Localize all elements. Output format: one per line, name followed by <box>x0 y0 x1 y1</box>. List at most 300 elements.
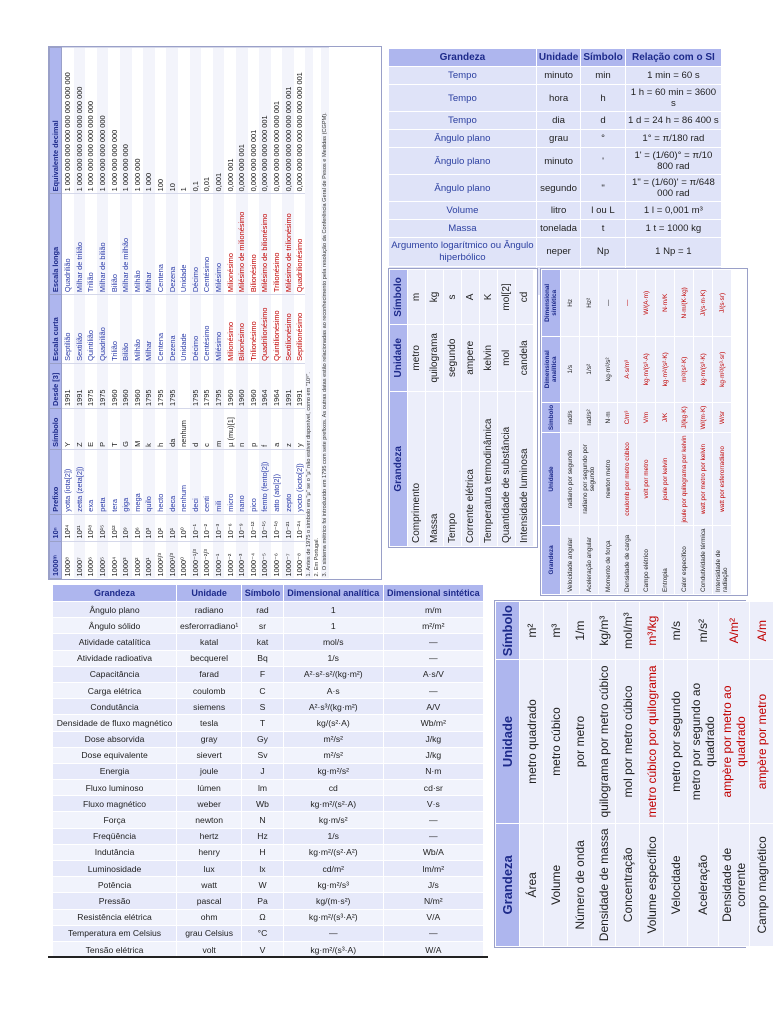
table-cell: Milhar de milhão <box>120 194 132 295</box>
table-cell: h <box>155 408 167 449</box>
table-cell: m <box>213 408 225 449</box>
table-cell: 1000⁻²/³ <box>201 541 213 578</box>
table-cell: 1991 <box>294 363 306 408</box>
table-cell: weber <box>177 796 242 812</box>
table-row <box>713 270 732 595</box>
table-row <box>201 48 213 579</box>
table-cell: radiano <box>177 602 242 618</box>
table-row <box>389 220 722 238</box>
table-cell: Pressão <box>53 893 177 909</box>
table-cell: V/A <box>383 909 483 925</box>
column-header: Dimensional analítica <box>542 336 561 402</box>
table-cell: 1960 <box>248 363 260 408</box>
table-cell: 1 000 000 000 000 <box>108 48 120 194</box>
table-cell: C/m³ <box>618 402 637 432</box>
table-cell: Dezena <box>166 194 178 295</box>
table-row <box>389 130 722 148</box>
derived-units-table <box>52 584 484 958</box>
table-cell: C <box>242 682 284 698</box>
si-prefix-table <box>49 47 329 579</box>
table-cell: Bilionésimo <box>236 295 248 364</box>
column-header: Grandeza <box>390 391 408 546</box>
table-cell: Pa <box>242 893 284 909</box>
table-cell: nenhum <box>178 408 190 449</box>
table-cell: A·s/V <box>383 666 483 682</box>
table-cell: 1000³ <box>120 541 132 578</box>
table-cell: Milhar <box>143 194 155 295</box>
table-cell: 1/s <box>561 336 580 402</box>
table-row <box>53 699 484 715</box>
table-cell: Aceleração angular <box>580 525 599 594</box>
table-cell: — <box>383 634 483 650</box>
table-cell: neper <box>536 238 580 267</box>
table-cell: J/K <box>656 402 675 432</box>
table-cell: pascal <box>177 893 242 909</box>
table-cell: — <box>599 270 618 337</box>
table-cell: Aceleração <box>688 823 719 946</box>
table-cell: peta <box>97 449 109 514</box>
table-cell: da <box>166 408 178 449</box>
table-cell: cd <box>516 270 534 325</box>
table-cell: 1795 <box>190 363 202 408</box>
table-cell: grau <box>536 130 580 148</box>
table-cell: N·m/K <box>656 270 675 337</box>
table-cell: m³ <box>544 602 568 660</box>
table-cell: yocto (iocto[2]) <box>294 449 306 514</box>
table-cell: Atividade radioativa <box>53 650 177 666</box>
table-cell: 1000⁵ <box>97 541 109 578</box>
table-cell: Trilionésimo <box>248 295 260 364</box>
table-cell: 1 000 000 000 000 000 <box>97 48 109 194</box>
table-cell: Temperatura em Celsius <box>53 925 177 941</box>
table-cell: m²/m² <box>383 618 483 634</box>
table-cell: a <box>271 408 283 449</box>
table-cell: Calor específico <box>675 525 694 594</box>
table-cell: rad/s² <box>580 402 599 432</box>
table-cell: 10⁻³ <box>213 514 225 541</box>
table-cell: kg/(m·s²) <box>283 893 383 909</box>
table-cell: E <box>85 408 97 449</box>
table-cell: A²·s³/(kg·m²) <box>283 699 383 715</box>
table-cell: Tempo <box>389 85 537 112</box>
table-row <box>544 602 568 947</box>
table-cell: 1000⁻⁴ <box>248 541 260 578</box>
table-cell: 1000⁶ <box>85 541 97 578</box>
table-cell: — <box>383 925 483 941</box>
table-cell: 1 000 000 000 <box>120 48 132 194</box>
table-cell: 0,000 001 <box>224 48 236 194</box>
column-header: Unidade <box>536 49 580 67</box>
table-cell: 1/s <box>283 650 383 666</box>
table-cell: 10⁻¹⁵ <box>259 514 271 541</box>
table-row <box>53 634 484 650</box>
table-row <box>53 602 484 618</box>
table-row <box>213 48 225 579</box>
table-cell: c <box>201 408 213 449</box>
table-cell: kg·m²/(s³·A) <box>283 941 383 957</box>
table-cell: mol/s <box>283 634 383 650</box>
table-cell: 1964 <box>259 363 271 408</box>
derived-units-panel <box>52 584 484 958</box>
table-cell: Tempo <box>389 112 537 130</box>
table-row <box>444 270 462 547</box>
table-cell: Y <box>62 408 74 449</box>
column-header: Símbolo <box>390 270 408 325</box>
table-cell: Velocidade <box>664 823 688 946</box>
table-cell: Sextilião <box>74 295 86 364</box>
table-row <box>53 812 484 828</box>
table-row <box>53 747 484 763</box>
table-row <box>719 602 750 947</box>
table-cell: kg·m²/s² <box>599 336 618 402</box>
table-row <box>53 666 484 682</box>
table-cell: mol/m³ <box>616 602 640 660</box>
table-cell: 1960 <box>236 363 248 408</box>
column-header: Unidade <box>496 660 520 823</box>
table-cell: s <box>444 270 462 325</box>
table-cell: atto (ato[2]) <box>271 449 283 514</box>
table-cell: 10⁻¹⁸ <box>271 514 283 541</box>
table-cell: Temperatura termodinâmica <box>480 391 498 546</box>
table-cell: kg/(s²·A) <box>283 715 383 731</box>
table-cell: Trilião <box>108 295 120 364</box>
table-row <box>408 270 426 547</box>
table-cell: lm <box>242 780 284 796</box>
column-header: Símbolo <box>496 602 520 660</box>
table-cell: metro cúbico <box>544 660 568 823</box>
table-cell: 1000⁴ <box>108 541 120 578</box>
column-header: Unidade <box>177 585 242 602</box>
table-cell: Tempo <box>389 67 537 85</box>
table-cell: A/V <box>383 699 483 715</box>
table-cell: metro por segundo ao quadrado <box>688 660 719 823</box>
table-cell: 1960 <box>224 363 236 408</box>
column-header: Grandeza <box>542 525 561 594</box>
table-cell: radiano por segundo <box>561 433 580 526</box>
table-row <box>389 202 722 220</box>
table-cell: 1 000 000 <box>132 48 144 194</box>
table-cell: Velocidade angular <box>561 525 580 594</box>
column-header: Escala curta <box>50 295 62 364</box>
table-cell: 10²¹ <box>74 514 86 541</box>
table-cell: Bilionésimo <box>248 194 260 295</box>
table-cell: N·m/(K·kg) <box>675 270 694 337</box>
table-cell: mili <box>213 449 225 514</box>
table-row <box>592 602 616 947</box>
table-row <box>53 682 484 698</box>
table-cell: Entropia <box>656 525 675 594</box>
table-cell: Indutância <box>53 844 177 860</box>
table-row <box>248 48 260 579</box>
table-cell: " <box>581 175 625 202</box>
table-cell: 1 l = 0,001 m³ <box>625 202 721 220</box>
table-cell: Milionésimo <box>224 295 236 364</box>
table-cell: Condutividade térmica <box>694 525 713 594</box>
table-cell: 1000⁻¹/³ <box>190 541 202 578</box>
table-cell: 1/s² <box>580 336 599 402</box>
table-cell: A/m <box>750 602 774 660</box>
table-cell: Septilionésimo <box>294 295 306 364</box>
table-cell: — <box>383 828 483 844</box>
table-row <box>166 48 178 579</box>
table-cell: Intensidade luminosa <box>516 391 534 546</box>
table-cell: Fluxo luminoso <box>53 780 177 796</box>
table-row <box>580 270 599 595</box>
table-cell: tera <box>108 449 120 514</box>
si-relation-table-panel <box>388 48 722 296</box>
table-cell: Centésimo <box>201 295 213 364</box>
column-header: Símbolo <box>542 402 561 432</box>
table-cell: 10¹⁵ <box>97 514 109 541</box>
table-cell: sr <box>242 618 284 634</box>
table-cell: Campo magnético <box>750 823 774 946</box>
table-cell: minuto <box>536 67 580 85</box>
table-cell: Fluxo magnético <box>53 796 177 812</box>
table-cell: Quadrilião <box>97 295 109 364</box>
table-cell: Volume <box>389 202 537 220</box>
table-row <box>618 270 637 595</box>
table-cell: 1 000 000 000 000 000 000 000 000 <box>62 48 74 194</box>
table-cell: micro <box>224 449 236 514</box>
table-row <box>53 796 484 812</box>
table-cell: Massa <box>426 391 444 546</box>
table-cell: kg·m²/s³ <box>283 877 383 893</box>
table-cell: Concentração <box>616 823 640 946</box>
table-row <box>561 270 580 595</box>
table-cell: 1795 <box>213 363 225 408</box>
table-cell: 10⁻⁹ <box>236 514 248 541</box>
table-cell: J <box>242 763 284 779</box>
table-cell: Centena <box>155 295 167 364</box>
column-header: 1000ᵐ <box>50 541 62 578</box>
table-cell: — <box>618 270 637 337</box>
table-cell: ampère por metro <box>750 660 774 823</box>
table-cell: cd·sr <box>383 780 483 796</box>
table-cell: farad <box>177 666 242 682</box>
table-cell: — <box>383 812 483 828</box>
table-cell: 1° = π/180 rad <box>625 130 721 148</box>
table-cell: femto (fento[2]) <box>259 449 271 514</box>
table-cell: k <box>143 408 155 449</box>
table-cell: Corrente elétrica <box>462 391 480 546</box>
table-cell: mol por metro cúbico <box>616 660 640 823</box>
table-cell: Gy <box>242 731 284 747</box>
table-cell: radiano por segundo por segundo <box>580 433 599 526</box>
table-cell: rad <box>242 602 284 618</box>
table-cell: 10 <box>166 48 178 194</box>
table-cell: kg/m³ <box>592 602 616 660</box>
table-row <box>120 48 132 579</box>
table-cell: Septilião <box>62 295 74 364</box>
footnote-row <box>313 48 321 579</box>
table-cell: esferorradiano¹ <box>177 618 242 634</box>
table-cell: 10¹⁸ <box>85 514 97 541</box>
table-row <box>74 48 86 579</box>
table-cell: Resistência elétrica <box>53 909 177 925</box>
table-cell: 1 <box>178 48 190 194</box>
table-cell: Momento de força <box>599 525 618 594</box>
table-cell: nenhum <box>178 449 190 514</box>
table-cell: Dose absorvida <box>53 731 177 747</box>
table-cell: Ângulo plano <box>389 148 537 175</box>
table-cell: mol <box>498 324 516 391</box>
table-row <box>750 602 774 947</box>
footnote: 3. O sistema métrico foi introduzido em 1795 com sete prefixos. As outras datas estão relacionadas ao reconhecimento pela resolução da Conferência Geral de Pesos e Medidas (CGPM). <box>321 48 329 579</box>
table-cell: W/(m·K) <box>694 402 713 432</box>
table-cell: P <box>97 408 109 449</box>
footnote-row <box>305 48 313 579</box>
table-cell: m²/s² <box>283 747 383 763</box>
table-cell: exa <box>85 449 97 514</box>
table-cell <box>178 363 190 408</box>
table-cell: Milhar de trilião <box>74 194 86 295</box>
table-row <box>53 877 484 893</box>
table-cell: Intensidade de radiação <box>713 525 732 594</box>
table-row <box>53 731 484 747</box>
table-cell: kg·m²/s² <box>283 763 383 779</box>
table-cell: 1000⁰ <box>178 541 190 578</box>
table-cell: 10⁶ <box>132 514 144 541</box>
table-cell: Wb/A <box>383 844 483 860</box>
column-header: Dimensional analítica <box>283 585 383 602</box>
table-cell: W/A <box>383 941 483 957</box>
table-cell: kg·m²/(s²·A) <box>283 796 383 812</box>
table-row <box>389 238 722 267</box>
table-cell: Densidade de corrente <box>719 823 750 946</box>
table-cell: Ângulo plano <box>389 175 537 202</box>
column-header: Unidade <box>390 324 408 391</box>
table-cell: Quintilião <box>85 295 97 364</box>
table-cell: J/s <box>383 877 483 893</box>
table-cell: 10¹² <box>108 514 120 541</box>
table-cell: J/(s·sr) <box>713 270 732 337</box>
table-cell: 1991 <box>282 363 294 408</box>
column-header: Grandeza <box>53 585 177 602</box>
table-cell: h <box>581 85 625 112</box>
table-cell: 1000⁻⁸ <box>294 541 306 578</box>
table-cell: 10⁻² <box>201 514 213 541</box>
table-cell: 0,000 000 000 001 <box>248 48 260 194</box>
table-row <box>389 85 722 112</box>
table-cell: d <box>581 112 625 130</box>
table-cell: nano <box>236 449 248 514</box>
table-cell: Sv <box>242 747 284 763</box>
table-cell: N <box>242 812 284 828</box>
table-cell: J/(kg·K) <box>675 402 694 432</box>
table-cell: Centena <box>155 194 167 295</box>
table-cell: 10⁻²¹ <box>282 514 294 541</box>
table-cell: N·m <box>383 763 483 779</box>
table-cell: Atividade catalítica <box>53 634 177 650</box>
footnote-row <box>321 48 329 579</box>
table-cell: ampère por metro ao quadrado <box>719 660 750 823</box>
table-cell: zetta (zeta[2]) <box>74 449 86 514</box>
table-cell: 1000⁸ <box>62 541 74 578</box>
table-cell: grau Celsius <box>177 925 242 941</box>
si-base-units-table <box>389 269 534 547</box>
table-row <box>178 48 190 579</box>
table-cell: N·m <box>599 402 618 432</box>
table-cell: 1975 <box>97 363 109 408</box>
table-cell: Ângulo sólido <box>53 618 177 634</box>
table-cell: T <box>242 715 284 731</box>
table-row <box>568 602 592 947</box>
column-header: Símbolo <box>581 49 625 67</box>
table-cell: Energia <box>53 763 177 779</box>
table-cell: T <box>108 408 120 449</box>
table-cell: newton metro <box>599 433 618 526</box>
table-row <box>516 270 534 547</box>
table-cell: K <box>480 270 498 325</box>
table-cell: henry <box>177 844 242 860</box>
table-cell: volt <box>177 941 242 957</box>
table-cell: Tempo <box>444 391 462 546</box>
table-cell: 1/m <box>568 602 592 660</box>
table-cell: 0,000 000 000 000 000 000 000 001 <box>294 48 306 194</box>
table-row <box>520 602 544 947</box>
table-cell: sievert <box>177 747 242 763</box>
table-cell: 1960 <box>120 363 132 408</box>
column-header: Grandeza <box>389 49 537 67</box>
table-cell: Luminosidade <box>53 861 177 877</box>
table-cell: G <box>120 408 132 449</box>
table-cell: 10⁻¹ <box>190 514 202 541</box>
table-cell: t <box>581 220 625 238</box>
table-cell: Comprimento <box>408 391 426 546</box>
table-cell: m <box>408 270 426 325</box>
table-cell: 1 000 000 000 000 000 000 <box>85 48 97 194</box>
table-cell: joule por kelvin <box>656 433 675 526</box>
table-cell: 1/s <box>283 828 383 844</box>
table-cell: A·s/m³ <box>618 336 637 402</box>
table-cell: Campo elétrico <box>637 525 656 594</box>
table-cell: Hz <box>242 828 284 844</box>
table-row <box>637 270 656 595</box>
table-row <box>462 270 480 547</box>
table-cell: Densidade de massa <box>592 823 616 946</box>
table-cell: Densidade de fluxo magnético <box>53 715 177 731</box>
table-cell: Milésimo de trilionésimo <box>282 194 294 295</box>
table-cell: Ângulo plano <box>53 602 177 618</box>
table-cell: 1975 <box>85 363 97 408</box>
table-cell: hecto <box>155 449 167 514</box>
table-cell: — <box>383 650 483 666</box>
table-cell: V·s <box>383 796 483 812</box>
column-header: Grandeza <box>496 823 520 946</box>
table-row <box>389 67 722 85</box>
table-row <box>53 909 484 925</box>
table-cell: metro cúbico por quilograma <box>640 660 664 823</box>
table-cell: 1795 <box>143 363 155 408</box>
table-cell: m/s² <box>688 602 719 660</box>
table-row <box>53 618 484 634</box>
table-cell: N/m² <box>383 893 483 909</box>
table-row <box>599 270 618 595</box>
table-cell: quilo <box>143 449 155 514</box>
table-cell: Hz <box>561 270 580 337</box>
table-cell: kg·m/s² <box>283 812 383 828</box>
table-cell: volt por metro <box>637 433 656 526</box>
table-cell: Milésimo <box>213 295 225 364</box>
table-cell: Hz² <box>580 270 599 337</box>
table-cell: Unidade <box>178 194 190 295</box>
table-cell: coulomb <box>177 682 242 698</box>
table-row <box>640 602 664 947</box>
table-cell: 1 <box>283 602 383 618</box>
table-row <box>389 175 722 202</box>
table-cell: 0,000 000 001 <box>236 48 248 194</box>
table-cell: f <box>259 408 271 449</box>
